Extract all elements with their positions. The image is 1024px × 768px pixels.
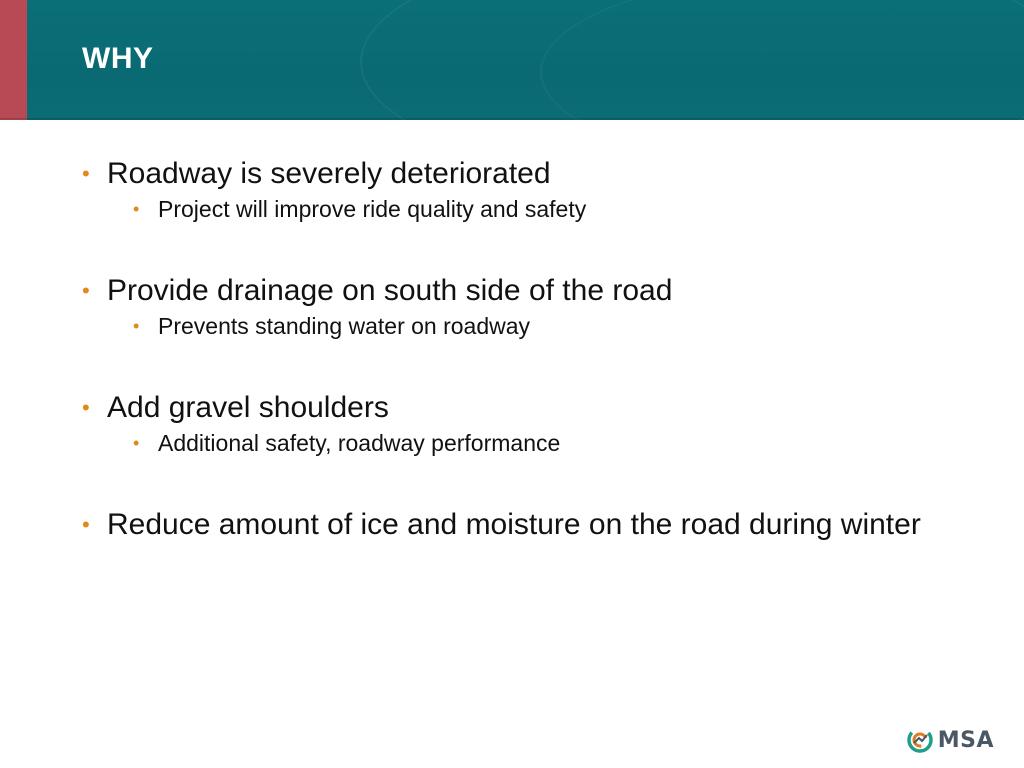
bullet-icon: • [82,395,90,420]
bullet-text: Reduce amount of ice and moisture on the road during winter [107,508,921,541]
sub-bullet-item [133,429,962,457]
bullet-text: Add gravel shoulders [107,391,389,424]
bullet-icon: • [133,199,140,219]
bullet-icon: • [133,316,140,336]
title-bar-shadow [0,118,1024,120]
bullet-text: Roadway is severely deteriorated [107,157,551,190]
msa-logo-icon [906,726,934,754]
logo-text: MSA [937,727,994,753]
bullet-group [82,156,962,223]
bullet-group [82,507,962,543]
bullet-icon: • [82,278,90,303]
bullet-list [82,156,962,593]
sub-bullet-text: Prevents standing water on roadway [158,313,531,339]
bullet-item [82,156,962,192]
slide-title: WHY [82,42,154,75]
bullet-item [82,273,962,309]
title-bar-accent [0,0,27,120]
sub-bullet-item [133,195,962,223]
bullet-icon: • [82,512,90,537]
bullet-item [82,507,962,543]
sub-bullet-text: Project will improve ride quality and safety [158,196,587,222]
bullet-item [82,390,962,426]
title-bar [0,0,1024,120]
msa-logo [906,726,994,754]
bullet-text: Provide drainage on south side of the road [107,274,673,307]
header-decoration [540,0,1024,120]
bullet-icon: • [82,161,90,186]
sub-bullet-item [133,312,962,340]
sub-bullet-text: Additional safety, roadway performance [158,430,561,456]
bullet-icon: • [133,433,140,453]
bullet-group [82,273,962,340]
bullet-group [82,390,962,457]
